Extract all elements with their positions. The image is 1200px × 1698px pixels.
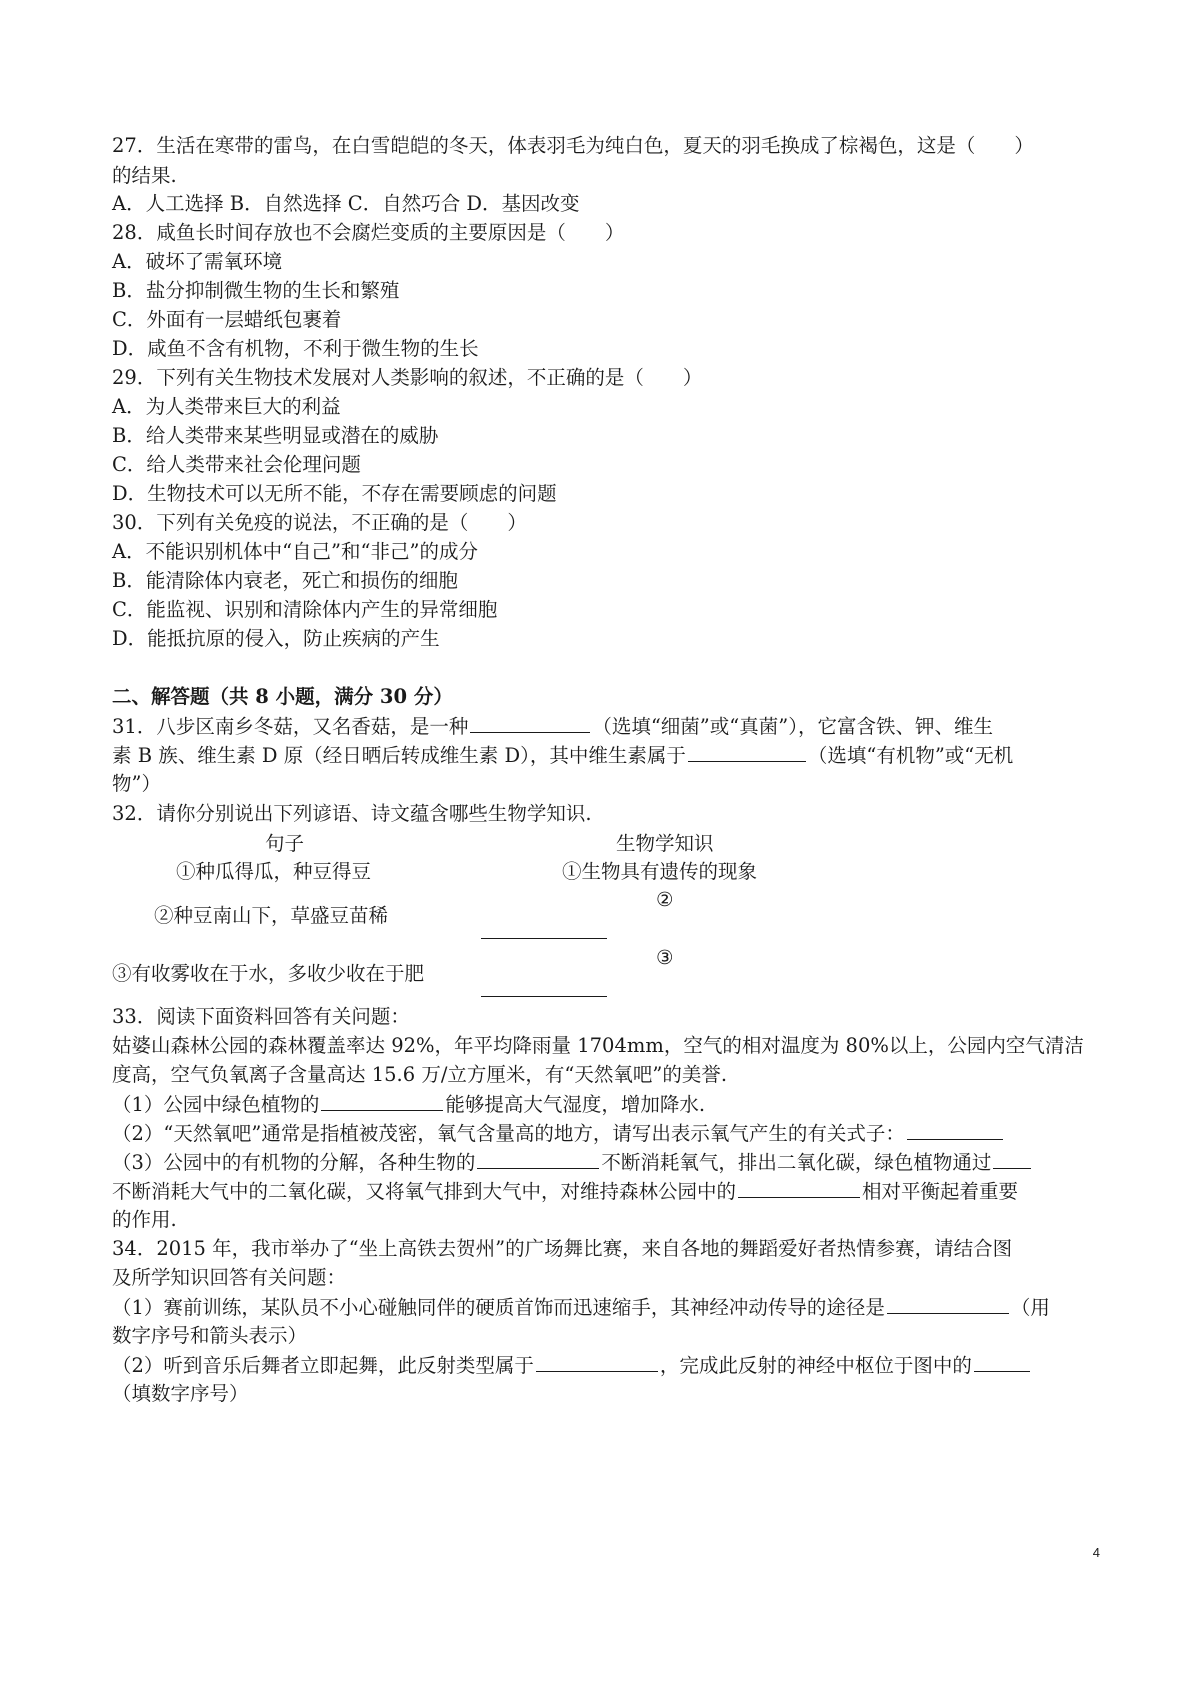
q33-part3-text-c: 不断消耗大气中的二氧化碳，又将氧气排到大气中，对维持森林公园中的 — [112, 1180, 737, 1203]
q32-row2-sentence: ②种豆南山下，草盛豆苗稀 — [154, 904, 389, 927]
q32-row3-sentence: ③有收雾收在于水，多收少收在于肥 — [112, 962, 425, 985]
q29-stem: 29．下列有关生物技术发展对人类影响的叙述，不正确的是（ ） — [112, 366, 703, 389]
q31-text-1b: （选填“细菌”或“真菌”），它富含铁、钾、维生 — [592, 715, 993, 738]
q33-part1-text-b: 能够提高大气湿度，增加降水. — [445, 1093, 706, 1116]
q33-part3-text-d: 相对平衡起着重要 — [862, 1180, 1019, 1203]
q34-part2-line1 — [112, 1351, 1100, 1380]
q29-option-b: B．给人类带来某些明显或潜在的威胁 — [112, 424, 439, 447]
q34-blank-1[interactable] — [887, 1293, 1009, 1314]
q32-row1-knowledge: ①生物具有遗传的现象 — [562, 860, 758, 883]
q34-part1-line1 — [112, 1293, 1100, 1322]
q28-option-b: B．盐分抑制微生物的生长和繁殖 — [112, 279, 400, 302]
q31-text-1a: 31．八步区南乡冬菇，又名香菇，是一种 — [112, 715, 469, 738]
q28-option-c: C．外面有一层蜡纸包裹着 — [112, 308, 342, 331]
q34-part2-text-a: （2）听到音乐后舞者立即起舞，此反射类型属于 — [112, 1354, 534, 1377]
q27-stem-line1: 27．生活在寒带的雷鸟，在白雪皑皑的冬天，体表羽毛为纯白色，夏天的羽毛换成了棕褐色，这是（ ） — [112, 134, 1034, 157]
q29-option-c: C．给人类带来社会伦理问题 — [112, 453, 361, 476]
q31-line3: 物”） — [112, 772, 161, 795]
q31-blank-1[interactable] — [470, 712, 590, 733]
q30-option-c: C．能监视、识别和清除体内产生的异常细胞 — [112, 598, 498, 621]
q34-part2-text-b: ，完成此反射的神经中枢位于图中的 — [659, 1354, 972, 1377]
q33-part3-line3: 的作用. — [112, 1208, 177, 1231]
q27-options: A．人工选择 B．自然选择 C．自然巧合 D．基因改变 — [112, 192, 580, 215]
q33-stem: 33．阅读下面资料回答有关问题： — [112, 1005, 410, 1028]
q31-text-2a: 素 B 族、维生素 D 原（经日晒后转成维生素 D），其中维生素属于 — [112, 744, 686, 767]
q29-option-a: A．为人类带来巨大的利益 — [112, 395, 341, 418]
q33-blank-2[interactable] — [907, 1119, 1003, 1140]
q32-row2-knowledge: ② — [656, 888, 674, 911]
q30-option-b: B．能清除体内衰老，死亡和损伤的细胞 — [112, 569, 458, 592]
q33-part3-text-a: （3）公园中的有机物的分解，各种生物的 — [112, 1151, 476, 1174]
q31-line1 — [112, 712, 1100, 741]
q33-part1-text-a: （1）公园中绿色植物的 — [112, 1093, 320, 1116]
q33-blank-4[interactable] — [993, 1148, 1031, 1169]
q30-option-d: D．能抵抗原的侵入，防止疾病的产生 — [112, 627, 440, 650]
q32-col-sentence: 句子 — [265, 832, 305, 855]
q34-part1-text-a: （1）赛前训练，某队员不小心碰触同伴的硬质首饰而迅速缩手，其神经冲动传导的途径是 — [112, 1296, 885, 1319]
q33-blank-3[interactable] — [477, 1148, 599, 1169]
q30-option-a: A．不能识别机体中“自己”和“非己”的成分 — [112, 540, 478, 563]
q34-line1: 34．2015 年，我市举办了“坐上高铁去贺州”的广场舞比赛，来自各地的舞蹈爱好者热情参赛，请结合图 — [112, 1237, 1013, 1260]
q34-part1-line2: 数字序号和箭头表示） — [112, 1324, 308, 1347]
q27-stem-line2: 的结果. — [112, 164, 177, 187]
q33-part3-text-b: 不断消耗氧气，排出二氧化碳，绿色植物通过 — [601, 1151, 992, 1174]
q33-part3-line2 — [112, 1177, 1100, 1206]
q33-material-line2: 度高，空气负氧离子含量高达 15.6 万/立方厘米，有“天然氧吧”的美誉. — [112, 1063, 728, 1086]
q31-text-2b: （选填“有机物”或“无机 — [807, 744, 1014, 767]
q32-col-knowledge: 生物学知识 — [616, 832, 714, 855]
q34-line2: 及所学知识回答有关问题： — [112, 1266, 347, 1289]
q31-blank-2[interactable] — [688, 741, 806, 762]
q33-material-line1: 姑婆山森林公园的森林覆盖率达 92%，年平均降雨量 1704mm，空气的相对温度为 80%以上，公园内空气清洁 — [112, 1034, 1084, 1057]
q34-blank-3[interactable] — [974, 1351, 1030, 1372]
q34-blank-2[interactable] — [536, 1351, 658, 1372]
q33-part3-line1 — [112, 1148, 1100, 1177]
q32-row3-knowledge: ③ — [656, 946, 674, 969]
q33-blank-5[interactable] — [738, 1177, 860, 1198]
q34-part2-line2: （填数字序号） — [112, 1382, 249, 1405]
q32-row3-blank[interactable] — [481, 996, 607, 997]
q33-part2-text: （2）“天然氧吧”通常是指植被茂密，氧气含量高的地方，请写出表示氧气产生的有关式子： — [112, 1122, 905, 1145]
page-number: 4 — [1092, 1545, 1100, 1560]
q31-line2 — [112, 741, 1100, 770]
q28-stem: 28．咸鱼长时间存放也不会腐烂变质的主要原因是（ ） — [112, 221, 625, 244]
q28-option-d: D．咸鱼不含有机物，不利于微生物的生长 — [112, 337, 479, 360]
q34-part1-text-b: （用 — [1010, 1296, 1050, 1319]
q28-option-a: A．破坏了需氧环境 — [112, 250, 283, 273]
q33-blank-1[interactable] — [321, 1090, 443, 1111]
q29-option-d: D．生物技术可以无所不能，不存在需要顾虑的问题 — [112, 482, 557, 505]
q30-stem: 30．下列有关免疫的说法，不正确的是（ ） — [112, 511, 527, 534]
q32-row2-blank[interactable] — [481, 938, 607, 939]
q33-part1 — [112, 1090, 1100, 1119]
q33-part2 — [112, 1119, 1100, 1148]
section-heading: 二、解答题（共 8 小题，满分 30 分） — [112, 685, 453, 708]
q32-row1-sentence: ①种瓜得瓜，种豆得豆 — [176, 860, 372, 883]
q32-stem: 32．请你分别说出下列谚语、诗文蕴含哪些生物学知识. — [112, 802, 592, 825]
